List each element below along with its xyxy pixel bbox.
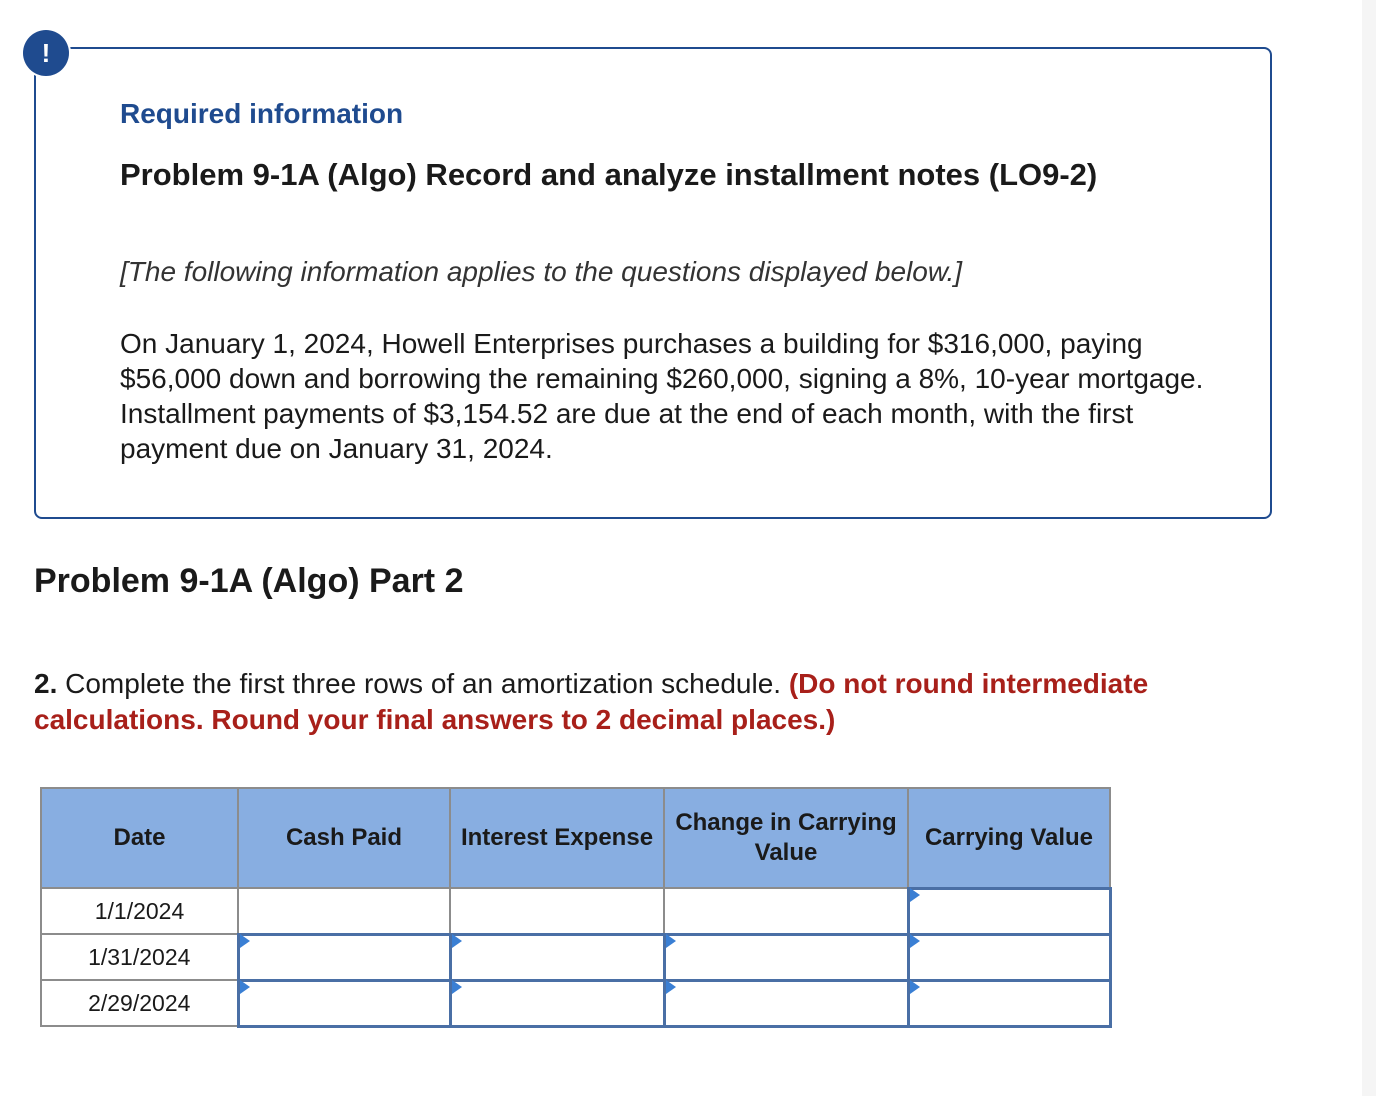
interest-expense-input-cell <box>450 980 664 1026</box>
interest-expense-input[interactable] <box>452 936 663 979</box>
carrying-value-input-cell <box>908 980 1110 1026</box>
change-in-carrying-value-input-cell <box>664 934 908 980</box>
table-row <box>41 888 1110 934</box>
header-interest-expense: Interest Expense <box>450 788 664 888</box>
blank-cell <box>238 888 450 934</box>
table-row <box>41 934 1110 980</box>
date-cell: 1/1/2024 <box>41 888 238 934</box>
question-text: Complete the first three rows of an amortization schedule. <box>57 668 789 699</box>
change-in-carrying-value-input-cell <box>664 980 908 1026</box>
interest-expense-input[interactable] <box>452 982 663 1025</box>
problem-heading: Problem 9-1A (Algo) Record and analyze installment notes (LO9-2) <box>120 157 1098 192</box>
header-carrying-value: Carrying Value <box>908 788 1110 888</box>
table-header-row <box>41 788 1110 888</box>
applies-note: [The following information applies to the questions displayed below.] <box>120 256 963 287</box>
cash-paid-input-cell <box>238 934 450 980</box>
carrying-value-input-cell <box>908 934 1110 980</box>
carrying-value-input[interactable] <box>910 890 1109 933</box>
carrying-value-input[interactable] <box>910 982 1109 1025</box>
blank-cell <box>664 888 908 934</box>
question-prompt <box>34 666 1314 738</box>
alert-icon: ! <box>23 30 69 76</box>
change-in-carrying-value-input[interactable] <box>666 936 907 979</box>
date-cell: 1/31/2024 <box>41 934 238 980</box>
scenario-text: On January 1, 2024, Howell Enterprises purchases a building for $316,000, paying $56,000 down and borrowing the remaining $260,000, signing a 8%, 10-year mortgage. Installment payments of $3,154.52 are due at the end of each month, with the first payment due on January 31, 2024. <box>120 328 1204 464</box>
header-cash-paid: Cash Paid <box>238 788 450 888</box>
change-in-carrying-value-input[interactable] <box>666 982 907 1025</box>
header-change-in-carrying-value: Change in Carrying Value <box>664 788 908 888</box>
question-instruction: (Do not round intermediate calculations. Round your final answers to 2 decimal places.) <box>34 668 1149 735</box>
cash-paid-input[interactable] <box>240 936 449 979</box>
date-cell: 2/29/2024 <box>41 980 238 1026</box>
carrying-value-input-cell <box>908 888 1110 934</box>
cash-paid-input-cell <box>238 980 450 1026</box>
part-heading: Problem 9-1A (Algo) Part 2 <box>34 562 464 600</box>
cash-paid-input[interactable] <box>240 982 449 1025</box>
required-information-title: Required information <box>120 98 404 129</box>
interest-expense-input-cell <box>450 934 664 980</box>
page-scroll-gutter <box>1362 0 1376 1096</box>
blank-cell <box>450 888 664 934</box>
carrying-value-input[interactable] <box>910 936 1109 979</box>
header-date: Date <box>41 788 238 888</box>
question-number: 2. <box>34 668 58 699</box>
table-row <box>41 980 1110 1026</box>
amortization-schedule-table <box>40 787 1112 1028</box>
